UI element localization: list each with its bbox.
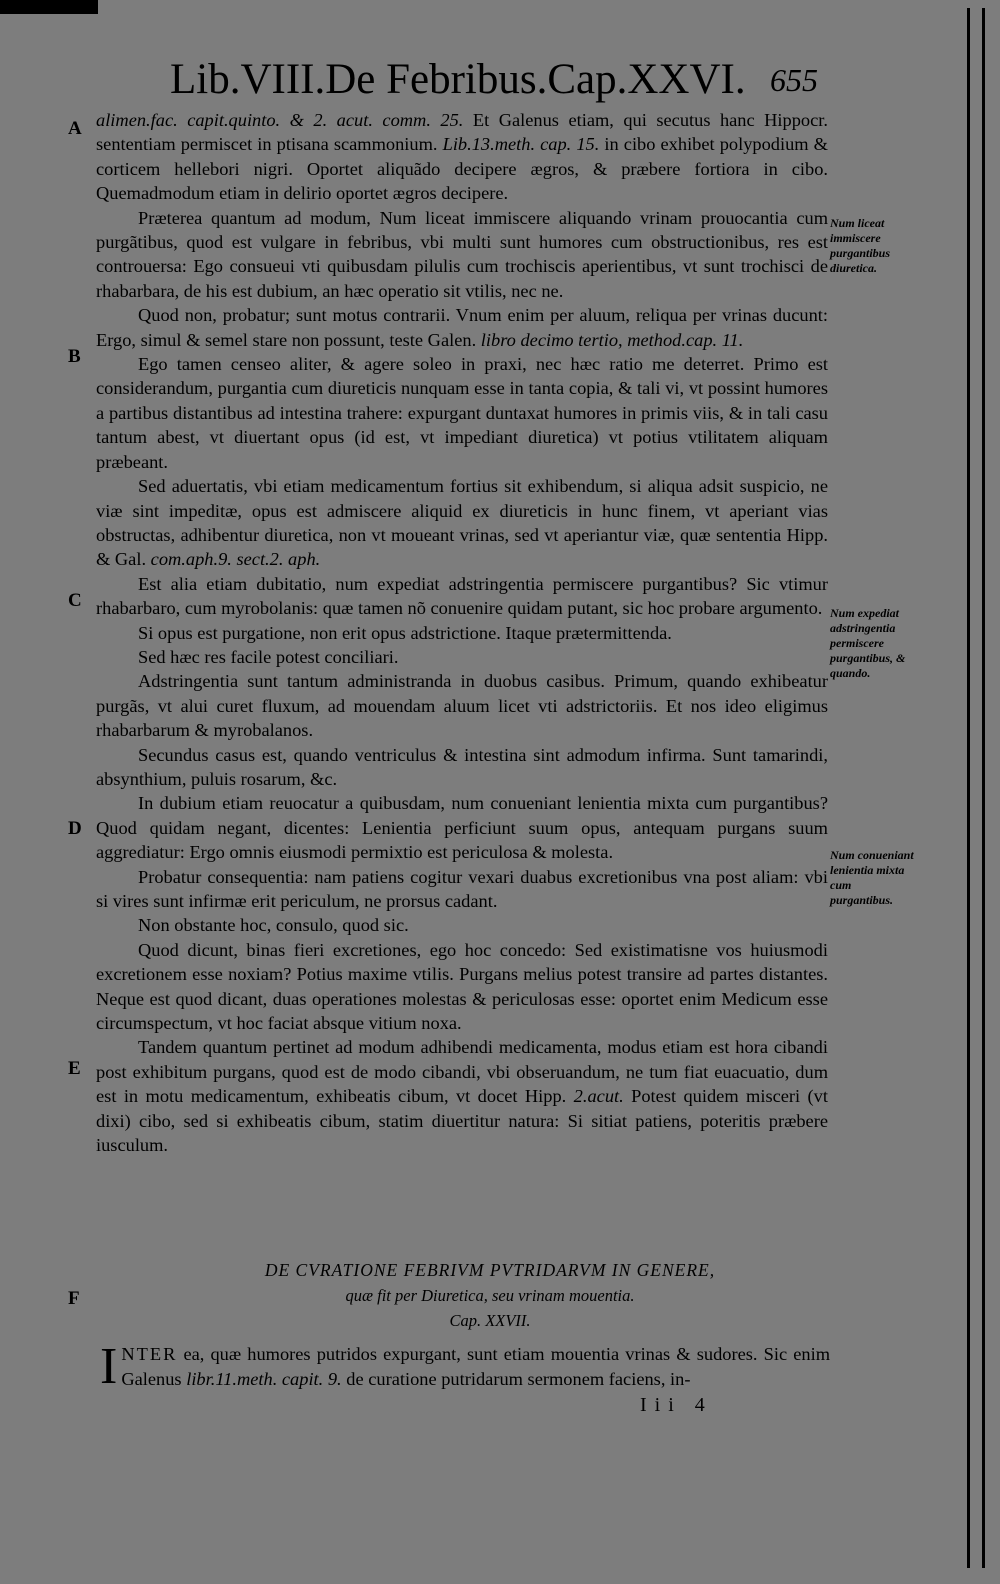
top-left-scan-artifact [0, 0, 98, 14]
paragraph: Sed hæc res facile potest conciliari. [138, 646, 399, 667]
paragraph: Non obstante hoc, consulo, quod sic. [138, 915, 409, 936]
paragraph: Probatur consequentia: nam patiens cogitur vexari duabus excretionibus vna post aliam: vbi si vires sunt infirmæ erit periculum, ne prorsus cadant. [96, 866, 828, 911]
margin-note-lenientia: Num conueniant lenientia mixta cum purgantibus. [830, 848, 914, 907]
page-number: 655 [770, 62, 818, 98]
paragraph: Est alia etiam dubitatio, num expediat adstringentia permiscere purgantibus? Sic vtimur rhabarbaro, cum myrobolanis: quæ tamen nõ conuenire quidam putant, sic hoc probare argumento. [96, 573, 828, 619]
paragraph: Secundus casus est, quando ventriculus & intestina sint admodum infirma. Sunt tamarindi, absynthium, puluis rosarum, &c. [96, 744, 828, 789]
paragraph: Quod dicunt, binas fieri excretiones, ego hoc concedo: Sed existimatisne vos huiusmodi excretionem esse noxiam? Potius maxime vtilis. Purgans melius potest transire ad partes distantes. Neque est quod dicant, duas operationes molestas & periculosas esse: oportet enim Medicum esse circumspectum, vt hoc faciat absque vitium noxa. [96, 939, 828, 1034]
running-title: Lib.VIII.De Febribus.Cap.XXVI. [170, 56, 746, 103]
signature-mark: Iii 4 [640, 1394, 713, 1416]
running-header [160, 52, 940, 108]
paragraph: Sed aduertatis, vbi etiam medicamentum fortius sit exhibendum, si aliqua adsit suspicio, ne viæ sint impeditæ, opus est admiscere aliquid ex diureticis in hunc finem, vt aperiant vias obstructas, adhibentur diuretica, non vt moueant vrinas, sed vt aperiantur viæ, quæ sententia Hipp. & Gal. com.aph.9. sect.2. aph. [96, 476, 828, 570]
paragraph: Tandem quantum pertinet ad modum adhibendi medicamenta, modus etiam est hora cibandi post exhibitum purgans, quod est de modo cibandi, vbi obseruandum, ne tum fiat euacuatio, dum est in motu medicamentum, exhibeatis cibum, vt docet Hipp. 2.acut. Potest quidem misceri (vt dixi) cibo, sed si exhibeatis cibum, statim diuertitur natura: Si sitiat patiens, poteritis præbere iusculum. [96, 1037, 828, 1156]
section-letter-c: C [68, 590, 82, 611]
margin-note-diuretica: Num liceat immiscere purgantibus diuretica. [830, 216, 891, 275]
section-letter-f: F [68, 1288, 80, 1309]
paragraph: Quod non, probatur; sunt motus contrarii. Vnum enim per aluum, reliqua per vrinas ducunt: Ergo, simul & semel stare non possunt, teste Galen. libro decimo tertio, method.cap. 11. [96, 305, 828, 350]
chapter-number: Cap. XXVII. [449, 1311, 531, 1330]
intro-paragraph: INTER ea, quæ humores putridos expurgant, sunt etiam mouentia vrinas & sudores. Sic enim Galenus libr.11.meth. capit. 9. de curatione putridarum sermonem faciens, in- [100, 1338, 830, 1395]
right-edge-line [967, 8, 970, 1568]
chapter-title: DE CVRATIONE FEBRIVM PVTRIDARVM IN GENERE, [264, 1260, 716, 1280]
paragraph: Præterea quantum ad modum, Num liceat immiscere aliquando vrinam prouocantia cum purgãtibus, quod est vulgare in febribus, vbi multi sunt humores cum obstructionibus, res est controuersa: Ego consueui vti quibusdam pilulis cum trochiscis aperientibus, vt sunt trochisci de rhabarbara, de his est dubium, an hæc operatio sit vtilis, nec ne. [96, 207, 828, 301]
paragraph: alimen.fac. capit.quinto. & 2. acut. comm. 25. Et Galenus etiam, qui secutus hanc Hippocr. sententiam permiscet in ptisana scammonium. Lib.13.meth. cap. 15. in cibo exhibet polypodium & corticem hellebori nigri. Oportet aliquãdo decipere ægros, & præbere fortiora in cibo. Quemadmodum etiam in delirio oportet ægros decipere. [96, 110, 828, 204]
chapter-intro [100, 1338, 830, 1395]
body-text [96, 108, 828, 1157]
drop-cap: I [100, 1338, 118, 1395]
chapter-subtitle: quæ fit per Diuretica, seu vrinam mouentia. [345, 1286, 635, 1305]
section-letter-e: E [68, 1058, 81, 1079]
paragraph: In dubium etiam reuocatur a quibusdam, num conueniant lenientia mixta cum purgantibus? Quod quidam negant, dicentes: Lenientia perficiunt suum opus, antequam purgans suum aggrediatur: Ergo omnis eiusmodi permixtio est periculosa & molesta. [96, 793, 828, 863]
paragraph: Si opus est purgatione, non erit opus adstrictione. Itaque prætermittenda. [138, 622, 672, 643]
section-letter-a: A [68, 118, 82, 139]
paragraph: Adstringentia sunt tantum administranda in duobus casibus. Primum, quando exhibeatur purgãs, vt alui curet fluxum, ad mouendam aluum licet vti adstrictoriis. Et nos ideo eligimus rhabarbarum & myrobalanos. [96, 671, 828, 741]
section-letter-d: D [68, 818, 82, 839]
paragraph: Ego tamen censeo aliter, & agere soleo in praxi, nec hæc ratio me deterret. Primo est considerandum, purgantia cum diureticis nunquam esse in tanta copia, & tali vi, vt possint humores a partibus distantibus ad intestina trahere: expurgant duntaxat humores in primis viis, & in tali casu tantum abest, vt diuertant opus (id est, vt impediant diuretica) vt potius vtilitatem aliquam præbeant. [96, 354, 828, 472]
margin-note-adstringentia: Num expediat adstringentia permiscere purgantibus, & quando. [830, 606, 906, 680]
right-edge-line-outer [982, 8, 985, 1568]
section-letter-b: B [68, 346, 81, 367]
chapter-heading [160, 1258, 820, 1333]
